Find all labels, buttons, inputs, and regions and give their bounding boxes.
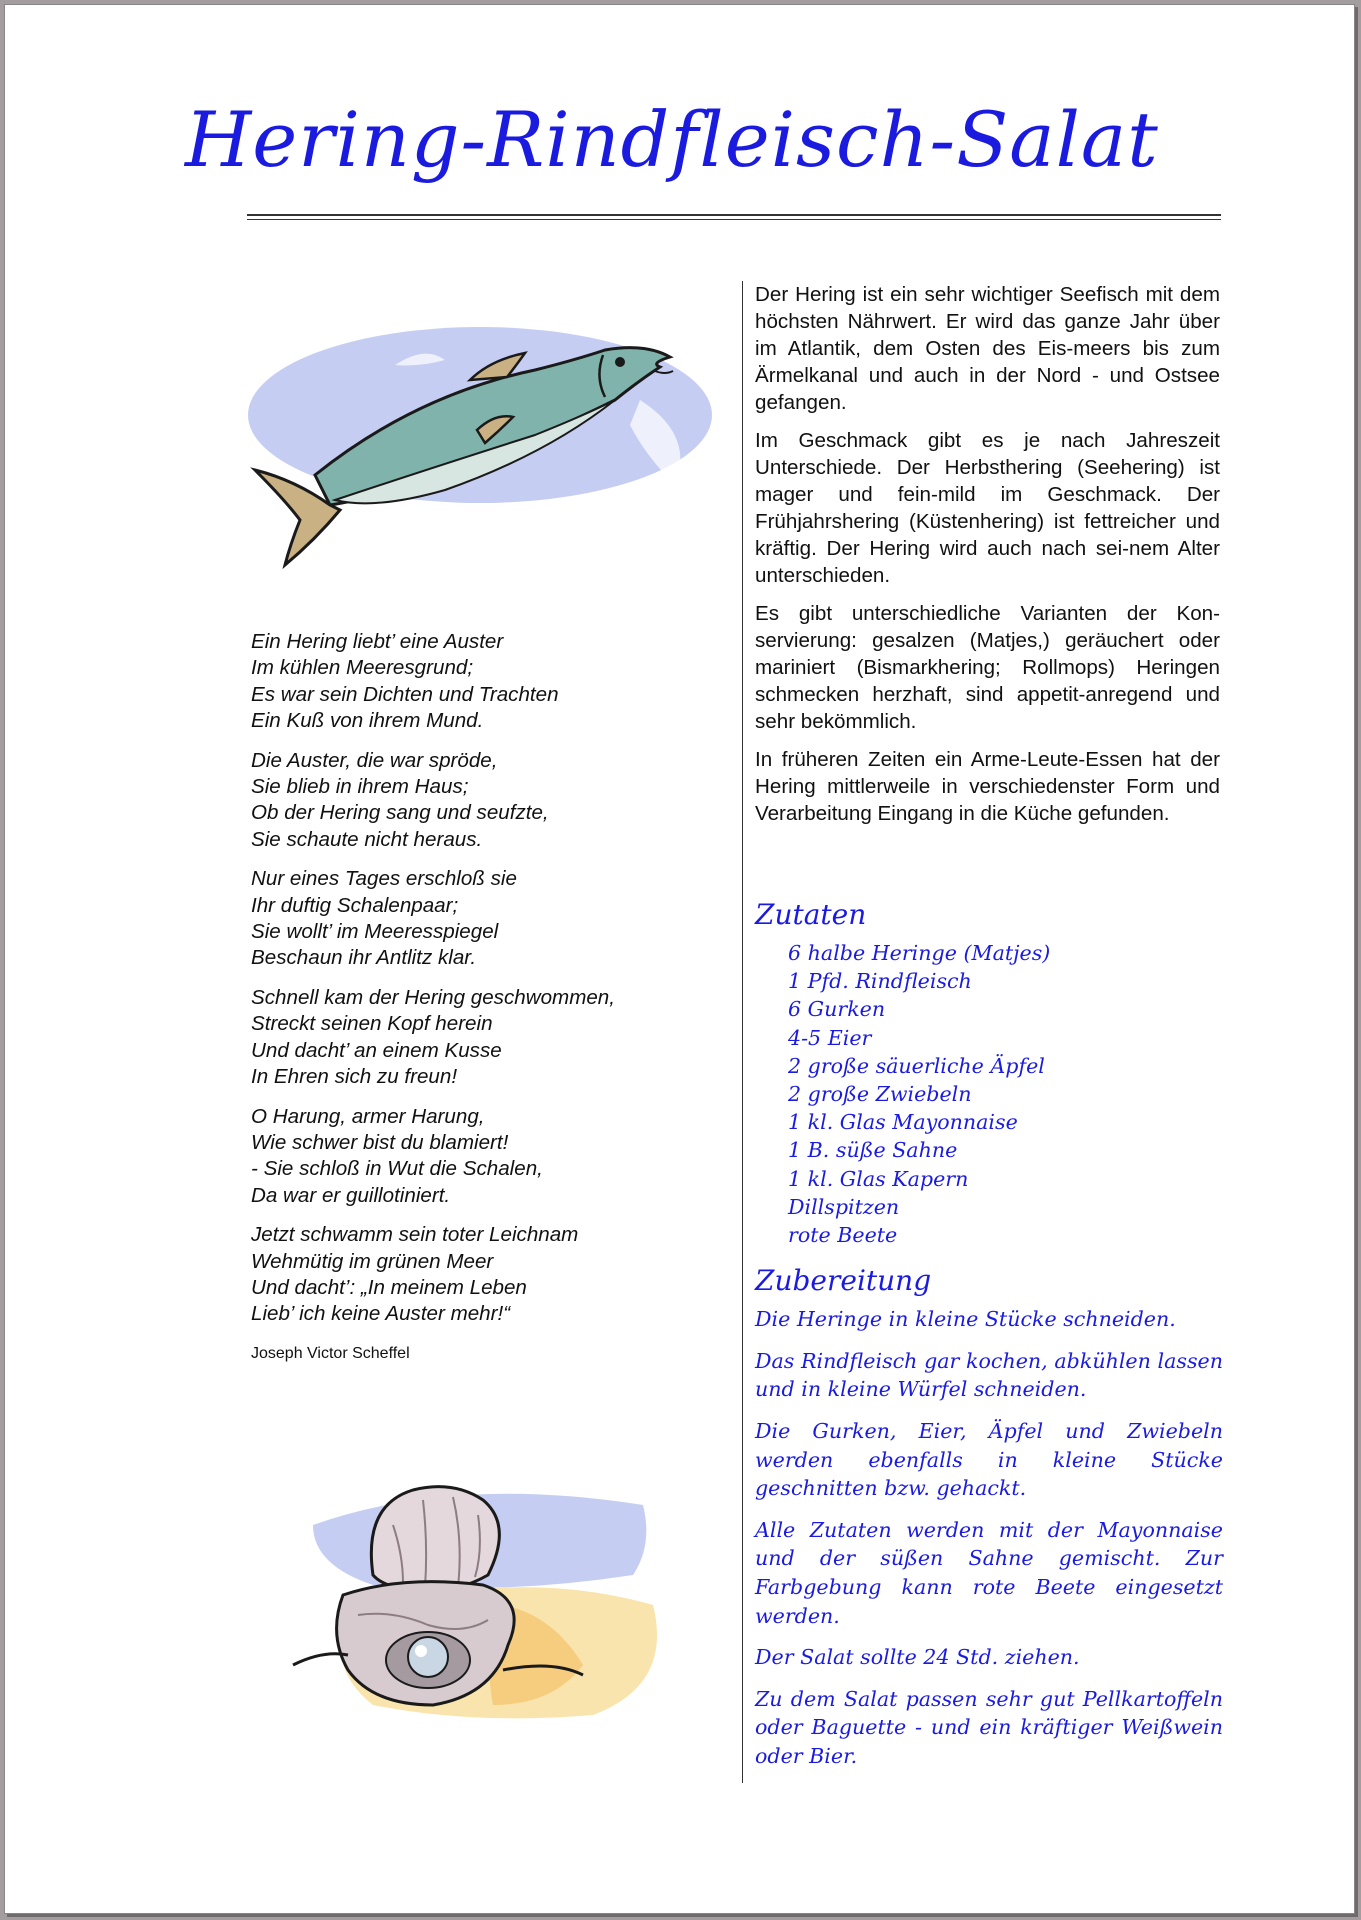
ingredient-item: 2 große säuerliche Äpfel [788,1053,1045,1078]
poem-stanza [251,1104,721,1210]
poem-line: Jetzt schwamm sein toter Leichnam [251,1223,579,1247]
intro-text [755,281,1220,838]
intro-paragraph: Es gibt unterschiedliche Varianten der Kon-servierung: gesalzen (Matjes,) geräuchert oder mariniert (Bismarkhering; Rollmops) Heringen schmecken herzhaft, sind appetit-anregend und sehr bekömmlich. [755,602,1220,733]
poem-line: Da war er guillotiniert. [251,1183,451,1207]
oyster-illustration [253,1465,673,1725]
poem-line: Und dacht’ an einem Kusse [251,1038,502,1062]
recipe [755,895,1223,1784]
ingredient-item: 1 kl. Glas Kapern [788,1166,969,1191]
poem-line: Lieb’ ich keine Auster mehr!“ [251,1302,511,1326]
intro-paragraph: In früheren Zeiten ein Arme-Leute-Essen hat der Hering mittlerweile in verschiedenster Form und Verarbeitung Eingang in die Küche gefunden. [755,748,1220,825]
ingredient-item: 1 kl. Glas Mayonnaise [788,1110,1018,1135]
ingredient-item: 2 große Zwiebeln [788,1082,972,1107]
poem-line: In Ehren sich zu freun! [251,1065,458,1089]
ingredient-item: Dillspitzen [788,1194,900,1219]
poem-line: Sie blieb in ihrem Haus; [251,775,469,799]
preparation-step: Zu dem Salat passen sehr gut Pellkartoffeln oder Baguette - und ein kräftiger Weißwein oder Bier. [755,1686,1223,1768]
poem-line: Es war sein Dichten und Trachten [251,682,559,706]
ingredient-item: 1 B. süße Sahne [788,1138,958,1163]
ingredient-item: 1 Pfd. Rindfleisch [788,969,972,994]
ingredient-item: rote Beete [788,1223,898,1248]
preparation-heading: Zubereitung [755,1264,932,1298]
poem-line: Ihr duftig Schalenpaar; [251,893,459,917]
poem-line: O Harung, armer Harung, [251,1104,485,1128]
poem-stanza [251,748,721,854]
poem-stanza [251,985,721,1091]
poem-author: Joseph Victor Scheffel [251,1344,410,1362]
page-title: Hering-Rindfleisch-Salat [185,95,1159,184]
title-rule-thin [247,219,1221,220]
ingredients-list [788,939,1223,1249]
preparation-step: Das Rindfleisch gar kochen, abkühlen lassen und in kleine Würfel schneiden. [755,1348,1223,1402]
poem-stanza [251,1222,721,1328]
poem-line: Ein Hering liebt’ eine Auster [251,630,504,653]
ingredient-item: 4-5 Eier [788,1025,872,1050]
poem-line: Die Auster, die war spröde, [251,748,498,772]
poem-stanza [251,866,721,972]
poem-line: Sie wollt’ im Meeresspiegel [251,920,499,944]
poem-line: Streckt seinen Kopf herein [251,1012,493,1036]
poem-line: Sie schaute nicht heraus. [251,827,483,851]
poem-line: Schnell kam der Hering geschwommen, [251,985,615,1009]
poem-line: Nur eines Tages erschloß sie [251,867,517,891]
poem-line: Ob der Hering sang und seufzte, [251,801,549,825]
preparation-step: Die Heringe in kleine Stücke schneiden. [755,1307,1176,1332]
ingredient-item: 6 halbe Heringe (Matjes) [788,941,1051,965]
preparation-step: Alle Zutaten werden mit der Mayonnaise und der süßen Sahne gemischt. Zur Farbgebung kann rote Beete eingesetzt werden. [755,1517,1223,1628]
poem-line: Wie schwer bist du blamiert! [251,1130,509,1154]
document-page [4,4,1355,1914]
ingredients-heading: Zutaten [755,898,867,931]
preparation-step: Der Salat sollte 24 Std. ziehen. [755,1645,1080,1670]
poem-line: - Sie schloß in Wut die Schalen, [251,1157,543,1181]
poem-line: Im kühlen Meeresgrund; [251,656,474,680]
herring-illustration [245,305,735,575]
poem-line: Und dacht’: „In meinem Leben [251,1275,527,1299]
preparation-step: Die Gurken, Eier, Äpfel und Zwiebeln werden ebenfalls in kleine Stücke geschnitten bzw. gehackt. [755,1419,1223,1501]
poem-stanza [251,629,721,735]
intro-paragraph: Der Hering ist ein sehr wichtiger Seefisch mit dem höchsten Nährwert. Er wird das ganze Jahr über im Atlantik, dem Osten des Eis-meers bis zum Ärmelkanal und auch in der Nord - und Ostsee gefangen. [755,283,1220,414]
preparation-steps [755,1305,1223,1770]
intro-paragraph: Im Geschmack gibt es je nach Jahreszeit Unterschiede. Der Herbsthering (Seehering) ist mager und fein-mild im Geschmack. Der Frühjahrshering (Küstenhering) ist fettreicher und kräftig. Der Hering wird auch nach sei-nem Alter unterschieden. [755,429,1220,587]
poem-line: Wehmütig im grünen Meer [251,1249,494,1273]
poem-line: Ein Kuß von ihrem Mund. [251,709,484,733]
poem-line: Beschaun ihr Antlitz klar. [251,946,477,970]
column-divider [742,281,743,1783]
poem [251,629,721,1367]
ingredient-item: 6 Gurken [788,997,886,1022]
title-rule [247,214,1221,216]
